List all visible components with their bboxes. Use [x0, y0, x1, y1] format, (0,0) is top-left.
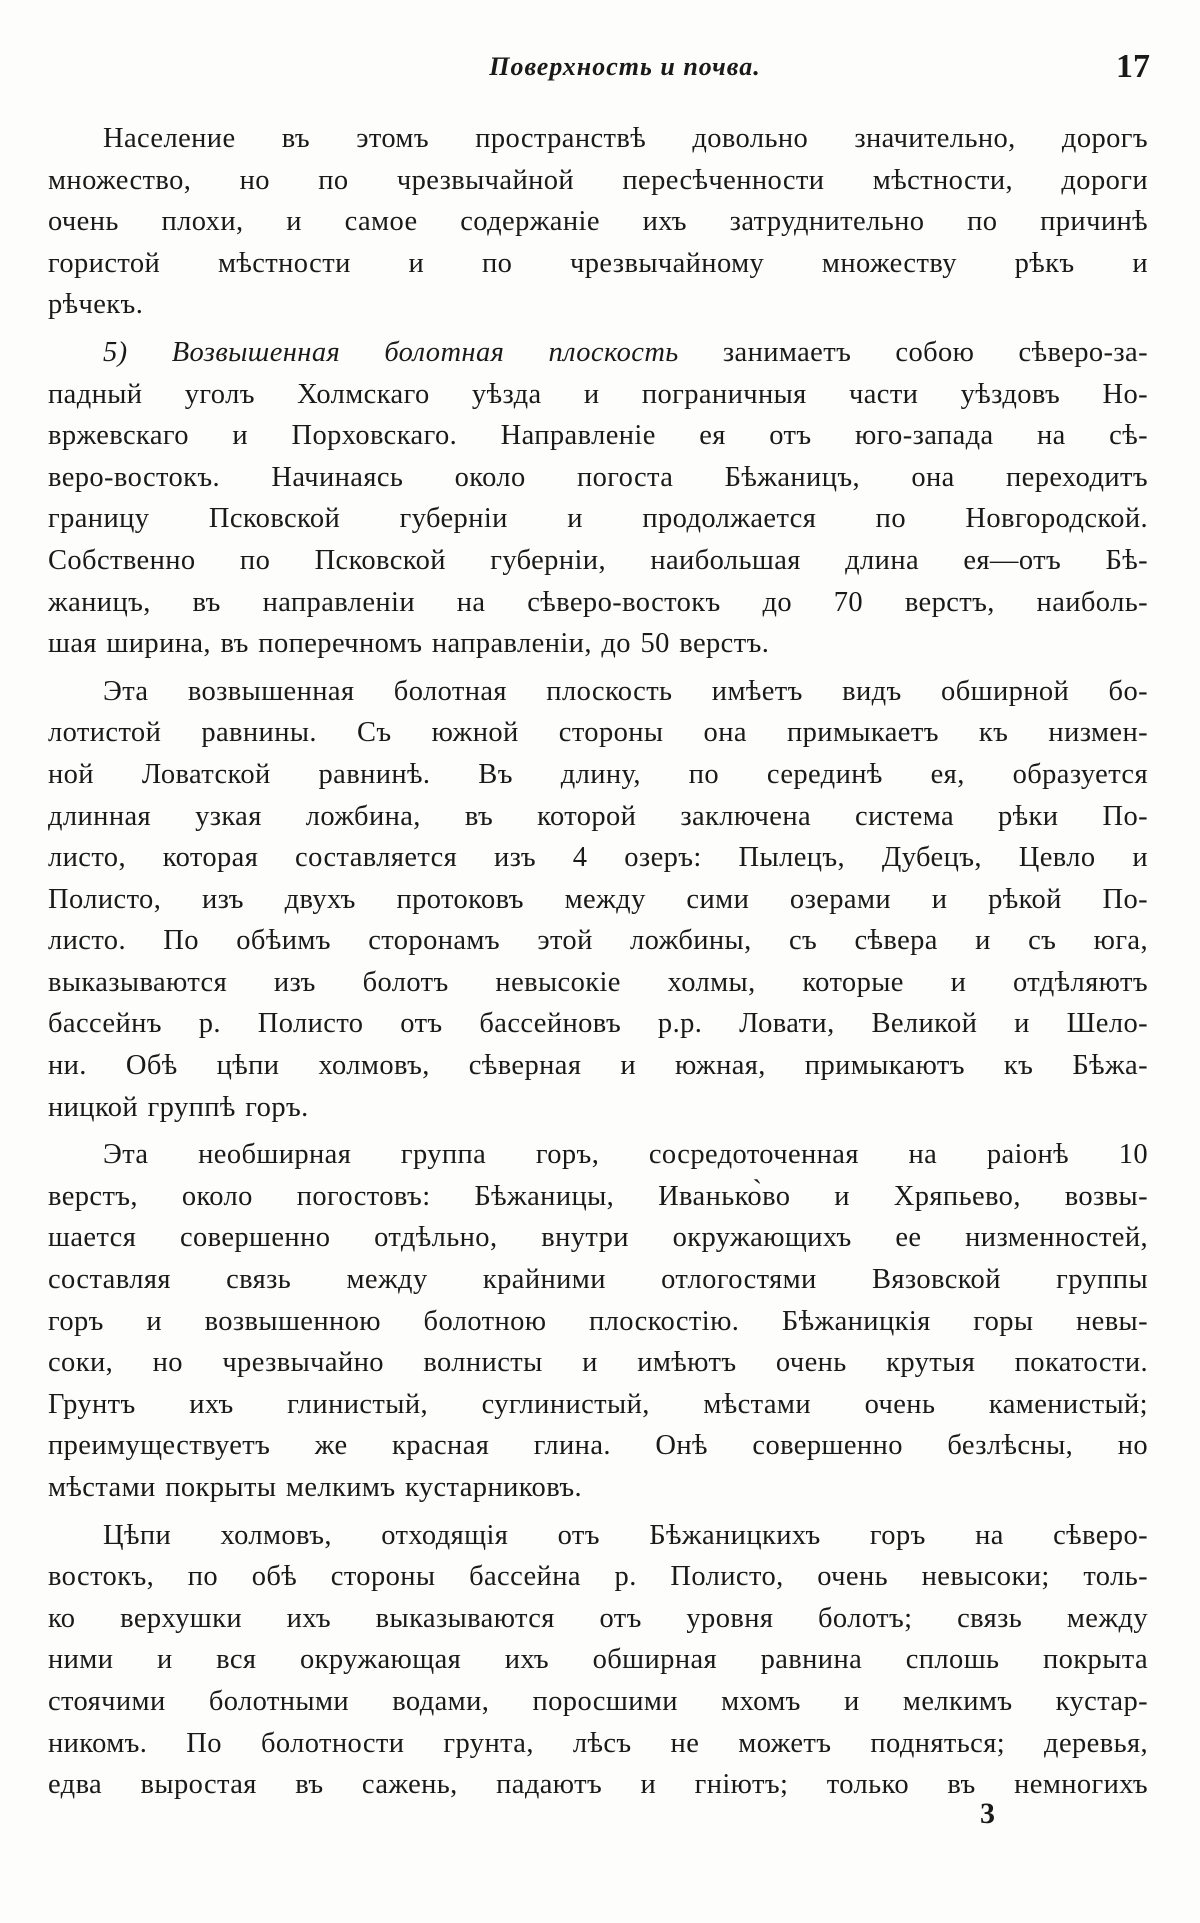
paragraph	[48, 118, 1148, 326]
text-line: никомъ. По болотности грунта, лѣсъ не можетъ подняться; деревья,	[48, 1727, 1148, 1759]
text-line: составляя связь между крайними отлогостями Вязовской группы	[48, 1264, 1148, 1296]
text-line: преимуществуетъ же красная глина. Онѣ совершенно безлѣсны, но	[48, 1430, 1148, 1462]
text-line: мѣстами покрыты мелкимъ кустарниковъ.	[48, 1472, 583, 1503]
running-head	[100, 48, 1150, 92]
paragraph	[48, 671, 1148, 1129]
line-text: занимаетъ собою сѣверо-за-	[678, 336, 1148, 368]
text-line: ни. Обѣ цѣпи холмовъ, сѣверная и южная, примыкаютъ къ Бѣжа-	[48, 1050, 1148, 1082]
text-line: длинная узкая ложбина, въ которой заключена система рѣки По-	[48, 800, 1148, 832]
text-line: рѣчекъ.	[48, 289, 144, 321]
text-line: границу Псковской губерніи и продолжается по Новгородской.	[48, 503, 1148, 535]
text-line: вржевскаго и Порховскаго. Направленіе ея отъ юго-запада на сѣ-	[48, 420, 1148, 452]
text-line: горъ и возвышенною болотною плоскостію. Бѣжаницкія горы невы-	[48, 1305, 1148, 1337]
text-line: Эта возвышенная болотная плоскость имѣетъ видъ обширной бо-	[103, 675, 1148, 707]
text-line: выказываются изъ болотъ невысокіе холмы, которые и отдѣляютъ	[48, 966, 1148, 998]
text-line: верстъ, около погостовъ: Бѣжаницы, Иванько̀во и Хряпьево, возвы-	[48, 1180, 1148, 1212]
text-line: бассейнъ р. Полисто отъ бассейновъ р.р. Ловати, Великой и Шело-	[48, 1008, 1148, 1040]
text-line: ко верхушки ихъ выказываются отъ уровня болотъ; связь между	[48, 1602, 1148, 1634]
text-line: лотистой равнины. Съ южной стороны она примыкаетъ къ низмен-	[48, 717, 1148, 749]
text-line: падный уголъ Холмскаго уѣзда и пограничныя части уѣздовъ Но-	[48, 378, 1148, 410]
text-line: Полисто, изъ двухъ протоковъ между сими озерами и рѣкой По-	[48, 883, 1148, 915]
text-line: листо. По обѣимъ сторонамъ этой ложбины, съ сѣвера и съ юга,	[48, 925, 1148, 957]
text-line: востокъ, по обѣ стороны бассейна р. Полисто, очень невысоки; толь-	[48, 1561, 1148, 1593]
text-line: ними и вся окружающая ихъ обширная равнина сплошь покрыта	[48, 1644, 1148, 1676]
text-line: Собственно по Псковской губерніи, наибольшая длина ея—отъ Бѣ-	[48, 544, 1148, 576]
text-line: Цѣпи холмовъ, отходящія отъ Бѣжаницкихъ горъ на сѣверо-	[103, 1519, 1148, 1551]
paragraph	[48, 1515, 1148, 1806]
text-line	[48, 332, 1148, 374]
text-line: ницкой группѣ горъ.	[48, 1091, 309, 1123]
text-line: Население въ этомъ пространствѣ довольно значительно, дорогъ	[103, 123, 1148, 154]
text-line: листо, которая составляется изъ 4 озеръ: Пылецъ, Дубецъ, Цевло и	[48, 842, 1148, 874]
text-line: Грунтъ ихъ глинистый, суглинистый, мѣстами очень каменистый;	[48, 1388, 1148, 1420]
text-line: гористой мѣстности и по чрезвычайному множеству рѣкъ и	[48, 247, 1148, 279]
text-line: шается совершенно отдѣльно, внутри окружающихъ ее низменностей,	[48, 1222, 1148, 1254]
page-number: 17	[1116, 48, 1150, 85]
text-line: веро-востокъ. Начинаясь около погоста Бѣжаницъ, она переходитъ	[48, 461, 1148, 493]
text-line: соки, но чрезвычайно волнисты и имѣютъ очень крутыя покатости.	[48, 1347, 1148, 1379]
section-heading: 5) Возвышенная болотная плоскость	[103, 336, 679, 368]
body-text	[48, 118, 1148, 1806]
signature-mark: 3	[980, 1797, 995, 1830]
text-line: едва выростая въ сажень, падаютъ и гніютъ; только въ немногихъ	[48, 1769, 1148, 1801]
paragraph	[48, 1134, 1148, 1508]
text-line: ной Ловатской равнинѣ. Въ длину, по серединѣ ея, образуется	[48, 758, 1148, 790]
text-line: множество, но по чрезвычайной пересѣченности мѣстности, дороги	[48, 164, 1148, 196]
text-line: шая ширина, въ поперечномъ направленіи, до 50 верстъ.	[48, 628, 770, 660]
paragraph	[48, 332, 1148, 665]
running-head-title: Поверхность и почва.	[489, 52, 761, 81]
text-line: стоячими болотными водами, поросшими мхомъ и мелкимъ кустар-	[48, 1685, 1148, 1717]
text-line: Эта необширная группа горъ, сосредоточенная на раіонѣ 10	[103, 1139, 1148, 1171]
text-line: очень плохи, и самое содержаніе ихъ затруднительно по причинѣ	[48, 206, 1148, 238]
text-line: жаницъ, въ направленіи на сѣверо-востокъ до 70 верстъ, наиболь-	[48, 586, 1148, 618]
